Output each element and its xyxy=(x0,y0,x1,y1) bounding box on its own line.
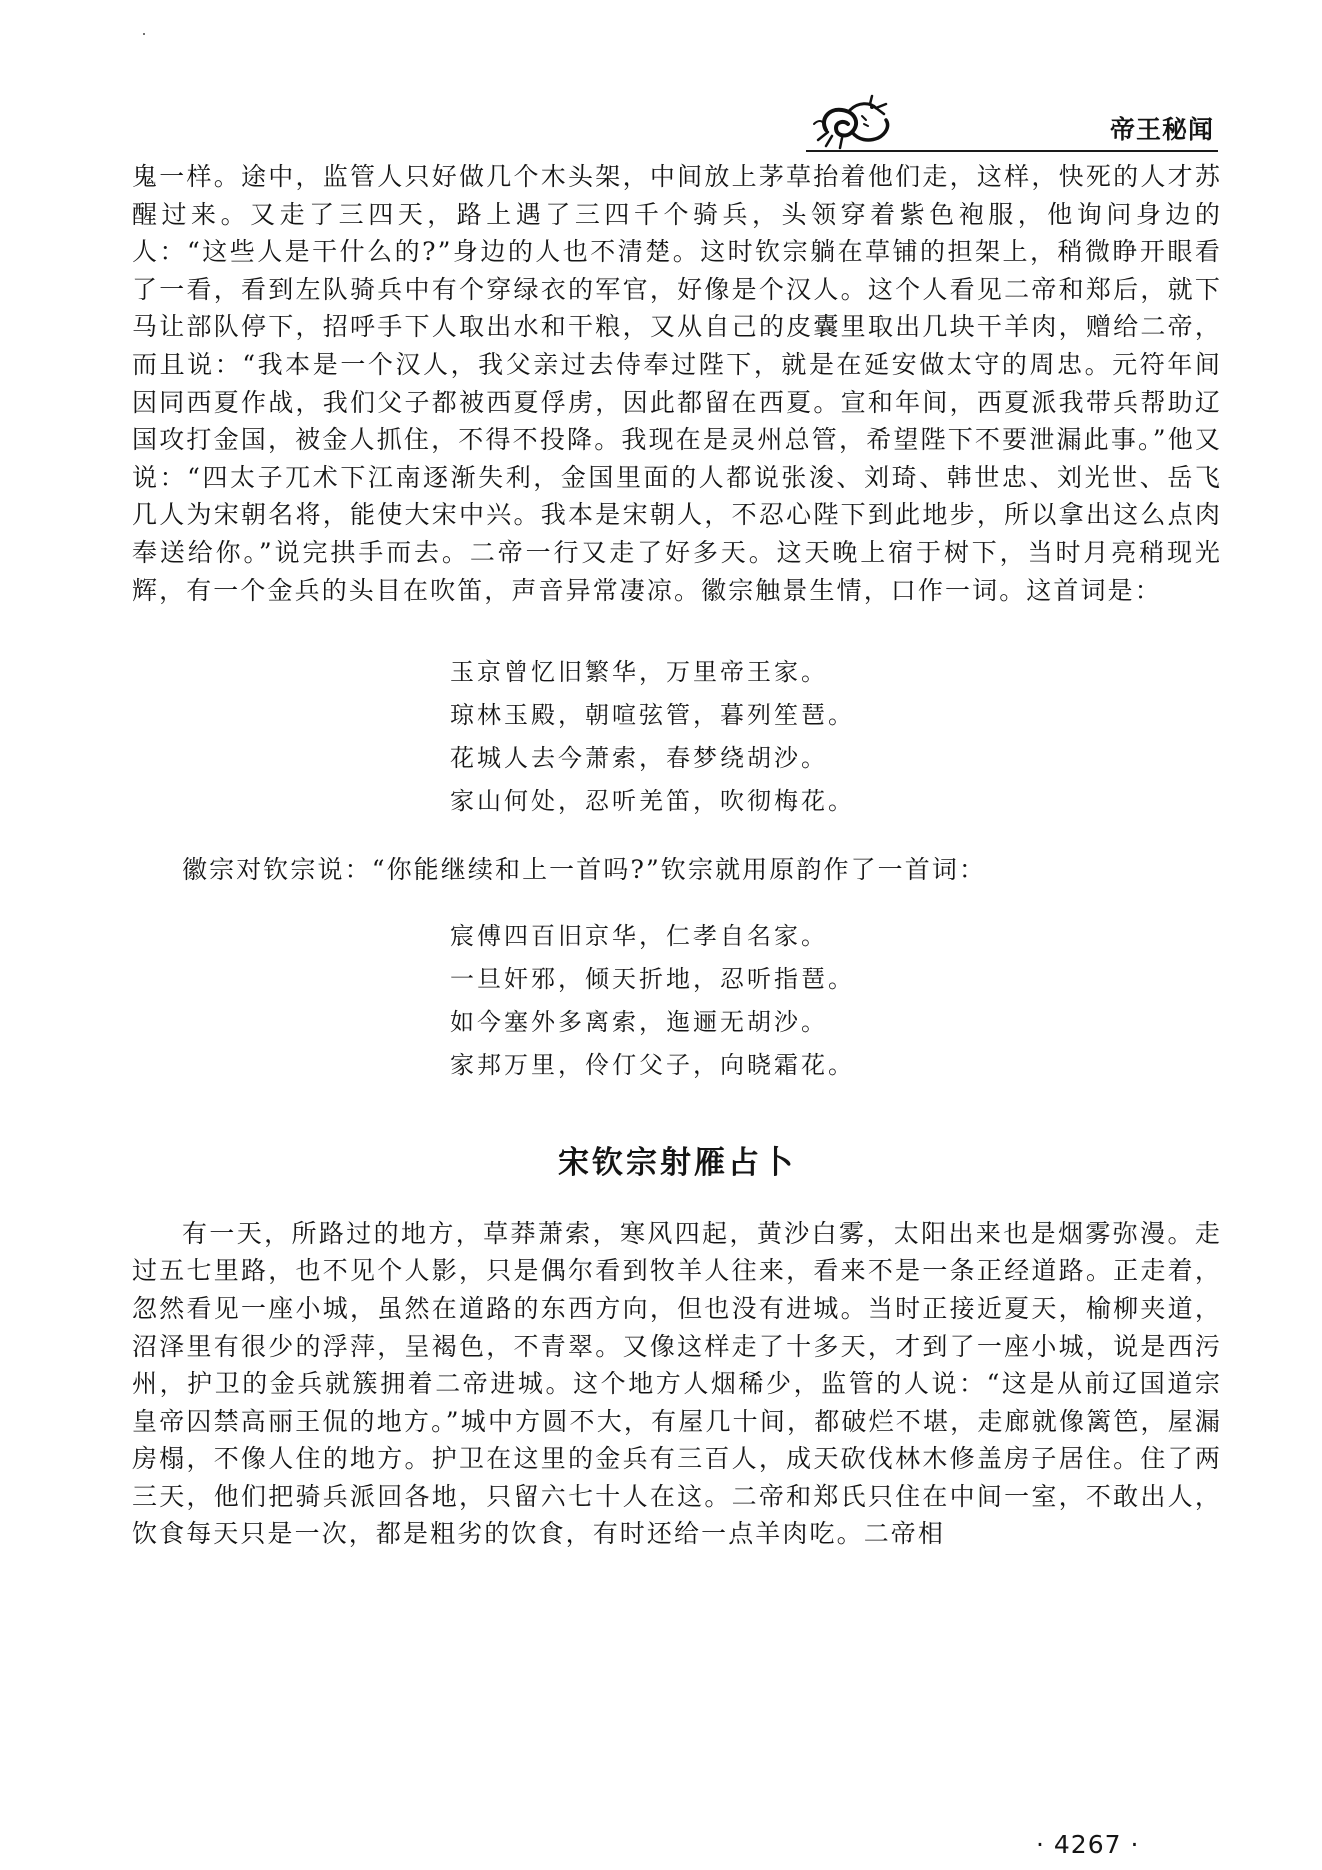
poem-line: 家山何处，忍听羌笛，吹彻梅花。 xyxy=(450,787,855,816)
poem-line: 花城人去今萧索，春梦绕胡沙。 xyxy=(450,744,828,773)
page-number: · 4267 · xyxy=(1036,1830,1140,1859)
scan-speck xyxy=(143,33,145,35)
paragraph-dialogue: 徽宗对钦宗说：“你能继续和上一首吗?”钦宗就用原韵作了一首词： xyxy=(182,855,987,885)
paragraph-section: 有一天，所路过的地方，草莽萧索，寒风四起，黄沙白雾，太阳出来也是烟雾弥漫。走过五七里路，也不见个人影，只是偶尔看到牧羊人往来，看来不是一条正经道路。正走着，忽然看见一座小城，虽然在道路的东西方向，但也没有进城。当时正接近夏天，榆柳夹道，沼泽里有很少的浮萍，呈褐色，不青翠。又像这样走了十多天，才到了一座小城，说是西污州，护卫的金兵就簇拥着二帝进城。这个地方人烟稀少，监管的人说：“这是从前辽国道宗皇帝囚禁高丽王侃的地方。”城中方圆不大，有屋几十间，都破烂不堪，走廊就像篱笆，屋漏房榻，不像人住的地方。护卫在这里的金兵有三百人，成天砍伐林木修盖房子居住。住了两三天，他们把骑兵派回各地，只留六七十人在这。二帝和郑氏只住在中间一室，不敢出人，饮食每天只是一次，都是粗劣的饮食，有时还给一点羊肉吃。二帝相 xyxy=(132,1218,1222,1549)
running-header xyxy=(806,90,1228,156)
section-title: 宋钦宗射雁占卜 xyxy=(558,1144,796,1181)
header-title: 帝王秘闻 xyxy=(1109,115,1214,144)
header-rule xyxy=(806,150,1218,152)
poem-huizong xyxy=(132,651,1222,823)
poem-line: 家邦万里，伶仃父子，向晓霜花。 xyxy=(450,1050,855,1079)
poem-line: 宸傅四百旧京华，仁孝自名家。 xyxy=(450,921,828,950)
paragraph-continued: 鬼一样。途中，监管人只好做几个木头架，中间放上茅草抬着他们走，这样，快死的人才苏醒过来。又走了三四天，路上遇了三四千个骑兵，头领穿着紫色袍服，他询问身边的人：“这些人是干什么的?”身边的人也不清楚。这时钦宗躺在草铺的担架上，稍微睁开眼看了一看，看到左队骑兵中有个穿绿衣的军官，好像是个汉人。这个人看见二帝和郑后，就下马让部队停下，招呼手下人取出水和干粮，又从自己的皮囊里取出几块干羊肉，赠给二帝，而且说：“我本是一个汉人，我父亲过去侍奉过陛下，就是在延安做太守的周忠。元符年间因同西夏作战，我们父子都被西夏俘虏，因此都留在西夏。宣和年间，西夏派我带兵帮助辽国攻打金国，被金人抓住，不得不投降。我现在是灵州总管，希望陛下不要泄漏此事。”他又说：“四太子兀术下江南逐渐失利，金国里面的人都说张浚、刘琦、韩世忠、刘光世、岳飞几人为宋朝名将，能使大宋中兴。我本是宋朝人，不忍心陛下到此地步，所以拿出这么点肉奉送给你。”说完拱手而去。二帝一行又走了好多天。这天晚上宿于树下，当时月亮稍现光辉，有一个金兵的头目在吹笛，声音异常凄凉。徽宗触景生情，口作一词。这首词是： xyxy=(132,162,1222,605)
poem-line: 如今塞外多离索，迤逦无胡沙。 xyxy=(450,1007,828,1036)
poem-line: 玉京曾忆旧繁华，万里帝王家。 xyxy=(450,658,828,687)
dragon-emblem-icon xyxy=(806,90,898,154)
poem-line: 一旦奸邪，倾天折地，忍听指琶。 xyxy=(450,964,855,993)
page-body xyxy=(132,158,1222,1553)
poem-qinzong xyxy=(132,915,1222,1087)
poem-line: 琼林玉殿，朝喧弦管，暮列笙琶。 xyxy=(450,701,855,730)
